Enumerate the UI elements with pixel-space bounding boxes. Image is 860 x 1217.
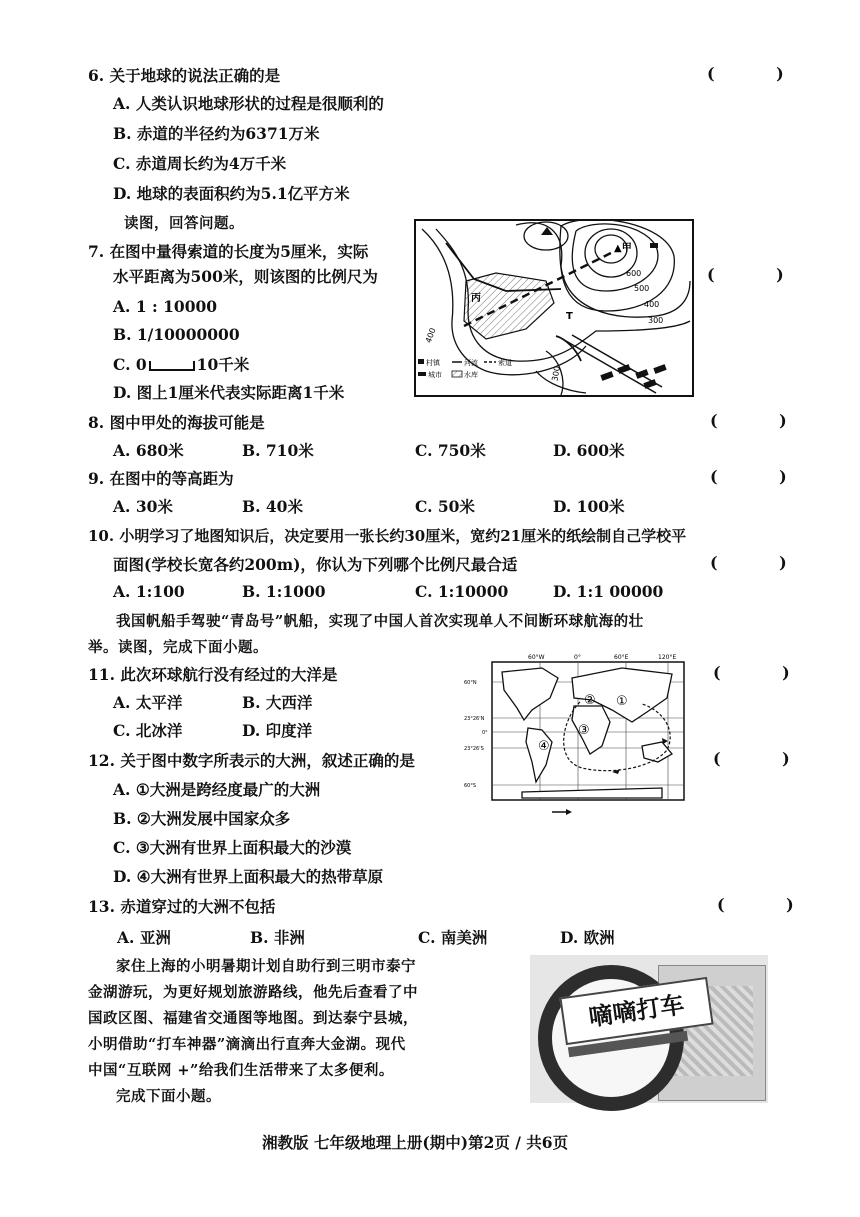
label-600: 600 [626,269,642,278]
q13-option-a: A. 亚洲 [117,928,171,947]
legend-river: 河流 [464,359,478,367]
didi-label-text: 嘀嘀打车 [587,990,686,1032]
q8-option-d: D. 600米 [553,441,625,460]
q13-option-d: D. 欧洲 [560,928,615,947]
passage2-line3: 国政区图、福建省交通图等地图。到达泰宁县城， [88,1010,418,1027]
road-line [566,341,656,393]
q9-option-a: A. 30米 [113,497,173,516]
q12-option-d: D. ④大洲有世界上面积最大的热带草原 [113,867,384,886]
label-400-left: 400 [423,326,438,345]
tick-eq: 0° [482,730,488,736]
q6-answer-paren[interactable]: ( ) [707,64,812,83]
q11-answer-paren[interactable]: ( ) [713,663,818,682]
tick-60e: 60°E [614,654,629,661]
q12-option-a: A. ①大洲是跨经度最广的大洲 [113,780,321,799]
q8-option-c: C. 750米 [415,441,486,460]
passage2-line6: 完成下面小题。 [116,1088,221,1105]
tick-60w: 60°W [528,654,545,661]
read-map-instruction: 读图，回答问题。 [124,215,244,232]
q9-option-d: D. 100米 [553,497,625,516]
q8-option-b: B. 710米 [242,441,314,460]
tick-60n: 60°N [464,680,477,686]
q11-option-a: A. 太平洋 [113,693,183,712]
legend-reservoir: 水库 [464,371,478,379]
q12-stem: 12. 关于图中数字所表示的大洲，叙述正确的是 [88,751,415,770]
tick-120e: 120°E [658,654,677,661]
passage2-line5: 中国“互联网 +”给我们生活带来了太多便利。 [88,1062,394,1079]
didi-taxi-photo [530,955,768,1103]
q13-stem: 13. 赤道穿过的大洲不包括 [88,897,276,916]
legend-village: 村镇 [426,359,440,367]
legend-cableway: 索道 [498,359,512,367]
passage1-line1: 我国帆船手驾驶“青岛号”帆船，实现了中国人首次实现单人不间断环球航海的壮 [116,613,644,630]
tick-2326s: 23°26'S [464,746,484,752]
q6-option-b: B. 赤道的半径约为6371万米 [113,124,320,143]
world-map-figure [462,650,694,822]
q10-stem-line1: 10. 小明学习了地图知识后，决定要用一张长约30厘米，宽约21厘米的纸绘制自己学校平 [88,527,687,545]
q11-stem: 11. 此次环球航行没有经过的大洋是 [88,665,338,684]
contour-map-figure [414,219,694,397]
q11-option-d: D. 印度洋 [242,721,313,740]
q9-stem: 9. 在图中的等高距为 [88,469,234,488]
q7-answer-paren[interactable]: ( ) [707,265,812,284]
reservoir-area [464,273,554,339]
scale-bar-icon [149,361,195,371]
q8-option-a: A. 680米 [113,441,184,460]
label-jia: ▲甲 [614,243,632,254]
q13-answer-paren[interactable]: ( ) [717,895,822,914]
tick-60s: 60°S [464,783,477,789]
q7-option-d: D. 图上1厘米代表实际距离1千米 [113,383,345,402]
q10-answer-paren[interactable]: ( ) [710,553,815,572]
q13-option-b: B. 非洲 [250,928,305,947]
q7-option-c-scale-label: 10千米 [196,355,250,374]
q7-stem-line2: 水平距离为500米，则该图的比例尺为 [113,267,378,286]
map-legend [418,358,512,379]
continent-3: ③ [578,723,590,738]
label-ding: T [566,311,573,322]
q9-option-b: B. 40米 [242,497,303,516]
q6-option-d: D. 地球的表面积约为5.1亿平方米 [113,184,350,203]
q8-answer-paren[interactable]: ( ) [710,411,815,430]
q10-stem-line2: 面图(学校长宽各约200m)，你认为下列哪个比例尺最合适 [113,555,518,574]
q12-option-c: C. ③大洲有世界上面积最大的沙漠 [113,838,352,857]
q9-option-c: C. 50米 [415,497,475,516]
q7-stem-line1: 7. 在图中量得索道的长度为5厘米，实际 [88,242,369,261]
q10-option-a: A. 1:100 [113,582,185,601]
q13-option-c: C. 南美洲 [418,928,488,947]
q11-option-b: B. 大西洋 [242,693,313,712]
q10-option-b: B. 1:1000 [242,582,326,601]
q6-stem: 6. 关于地球的说法正确的是 [88,66,281,85]
label-400: 400 [644,300,660,309]
continent-4: ④ [538,739,550,754]
label-300: 300 [648,316,664,325]
q7-option-b: B. 1/10000000 [113,325,240,344]
continent-1: ① [616,694,628,709]
q7-option-c-label: C. 0 [113,355,147,374]
passage2-line4: 小明借助“打车神器”滴滴出行直奔大金湖。现代 [88,1036,406,1053]
contour-map-svg [416,221,692,395]
label-bing: 丙 [471,293,481,304]
q7-option-a: A. 1 : 10000 [113,297,218,316]
tick-0: 0° [574,654,581,661]
label-300-bottom: 300 [550,365,562,382]
passage1-line2: 举。读图，完成下面小题。 [88,639,268,656]
q9-answer-paren[interactable]: ( ) [710,467,815,486]
legend-city: 城市 [428,371,442,379]
world-map-svg [462,650,694,822]
q12-answer-paren[interactable]: ( ) [713,749,818,768]
q6-option-c: C. 赤道周长约为4万千米 [113,154,287,173]
q7-option-c [113,353,249,375]
tick-2326n: 23°26'N [464,716,485,722]
label-500: 500 [634,284,650,293]
continent-2: ② [584,693,596,708]
passage2-line2: 金湖游玩，为更好规划旅游路线，他先后查看了中 [88,984,418,1001]
page-footer: 湘教版 七年级地理上册(期中)第2页 / 共6页 [262,1133,569,1152]
q10-option-c: C. 1:10000 [415,582,509,601]
q12-option-b: B. ②大洲发展中国家众多 [113,809,291,828]
q10-option-d: D. 1:1 00000 [553,582,664,601]
q6-option-a: A. 人类认识地球形状的过程是很顺利的 [113,94,384,113]
q11-option-c: C. 北冰洋 [113,721,183,740]
passage2-line1: 家住上海的小明暑期计划自助行到三明市泰宁 [116,958,416,975]
q8-stem: 8. 图中甲处的海拔可能是 [88,413,265,432]
